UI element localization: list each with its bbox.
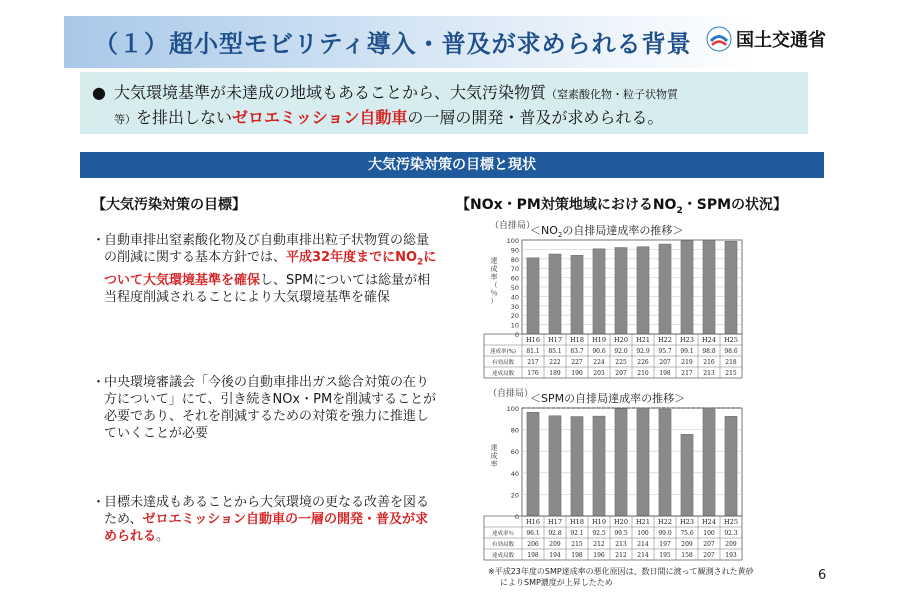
table-cell: 218: [725, 359, 737, 366]
table-cell: 100: [703, 530, 715, 537]
x-tick-label: H18: [570, 336, 584, 344]
bar-H18: [571, 417, 583, 516]
x-tick-label: H18: [570, 518, 584, 526]
x-tick-label: H17: [548, 518, 562, 526]
table-cell: 217: [681, 370, 693, 377]
p3-text-a: 目標未達成もあることから大気環境の更なる改善を図るため、: [104, 495, 430, 527]
table-cell: 194: [549, 552, 561, 559]
chart1-title-b: の自排局達成率の推移＞: [562, 224, 684, 237]
bar-H24: [703, 240, 715, 334]
table-cell: 215: [571, 541, 583, 548]
bar-H19: [593, 249, 605, 334]
page-title: （１）超小型モビリティ導入・普及が求められる背景: [94, 30, 692, 58]
bar-H23: [681, 241, 693, 334]
x-tick-label: H25: [724, 336, 738, 344]
table-cell: 92.5: [592, 530, 606, 537]
bar-H19: [593, 416, 605, 516]
table-cell: 214: [637, 541, 649, 548]
table-cell: 212: [593, 541, 605, 548]
y-tick-label: 100: [506, 237, 519, 245]
p1-text-b: し、SPMについては総量が相当程度削減されることにより大気環境基準を確保: [104, 272, 431, 305]
footnote-line-1: ※平成23年度のSMP達成率の悪化原因は、数日間に渡って観測された黄砂: [488, 567, 754, 576]
table-cell: 96.1: [526, 530, 540, 537]
p1-highlight-a: 平成32年度までにNO: [286, 250, 418, 265]
y-tick-label: 20: [510, 312, 519, 321]
y-axis-label: 達成率: [490, 444, 498, 468]
intro-text-2b: の一層の開発・普及が求められる。: [407, 108, 664, 127]
y-tick-label: 0: [514, 513, 519, 521]
bar-H25: [725, 416, 737, 516]
table-cell: 214: [637, 552, 649, 559]
table-cell: 197: [659, 541, 671, 548]
intro-text-2a: を排出しない: [136, 108, 233, 127]
table-cell: 95.7: [658, 348, 672, 355]
table-cell: 98.6: [724, 348, 738, 355]
logo-text: 国土交通省: [736, 30, 826, 51]
intro-text-1: 大気環境基準が未達成の地域もあることから、大気汚染物質: [113, 83, 546, 102]
right-title: [456, 194, 787, 216]
x-tick-label: H19: [592, 336, 606, 344]
table-cell: 215: [725, 370, 737, 377]
table-cell: 219: [681, 359, 693, 366]
x-tick-label: H21: [636, 336, 650, 344]
table-cell: 75.6: [680, 530, 694, 537]
table-cell: 196: [593, 552, 605, 559]
x-tick-label: H22: [658, 518, 672, 526]
x-tick-label: H16: [526, 336, 540, 344]
chart2-unit-label: （自排局）: [488, 389, 534, 399]
bullet: ・: [92, 495, 106, 510]
bar-H21: [637, 247, 649, 334]
left-title: 【大気汚染対策の目標】: [92, 197, 246, 213]
table-cell: 92.9: [636, 348, 650, 355]
y-tick-label: 50: [510, 284, 519, 292]
p1-text-a: 自動車排出窒素酸化物及び自動車排出粒子状物質の総量の削減に関する基本方針では、: [104, 233, 430, 265]
table-cell: 176: [527, 370, 539, 377]
intro-line-2: [114, 105, 663, 128]
table-cell: 207: [659, 359, 671, 366]
x-tick-label: H20: [614, 518, 628, 526]
right-title-b: ・SPMの状況】: [682, 197, 788, 213]
y-tick-label: 30: [510, 302, 519, 311]
table-cell: 213: [703, 370, 715, 377]
chart1-title-sub: 2: [557, 231, 563, 240]
bullet: ・: [92, 233, 106, 248]
p2-text: 中央環境審議会「今後の自動車排出ガス総合対策の在り方について」にて、引き続きNOx・PMを削減することが必要であり、それを削減するための対策を強力に推進していくことが必要: [104, 375, 437, 441]
y-tick-label: 0: [514, 331, 519, 339]
p1-highlight-b: について大気環境基準を確保: [104, 250, 437, 288]
x-tick-label: H20: [614, 336, 628, 344]
goal-paragraph-2: [92, 374, 440, 442]
intro-box: [80, 72, 808, 134]
intro-small-1: （窒素酸化物・粒子状物質: [545, 88, 678, 101]
p3-text-b: 。: [156, 529, 170, 544]
table-cell: 198: [527, 552, 539, 559]
table-cell: 213: [615, 541, 627, 548]
y-tick-label: 40: [510, 293, 519, 302]
intro-small-2: 等）: [114, 113, 136, 126]
bar-H23: [681, 434, 693, 516]
section-header: 大気汚染対策の目標と現状: [80, 152, 824, 178]
table-cell: 190: [571, 370, 583, 377]
table-cell: 203: [593, 370, 605, 377]
table-cell: 198: [571, 552, 583, 559]
table-cell: 98.8: [702, 348, 716, 355]
table-cell: 92.8: [548, 530, 562, 537]
chart1-title-a: ＜NO: [530, 224, 558, 237]
bar-H16: [527, 412, 539, 516]
bar-H22: [659, 244, 671, 334]
x-tick-label: H22: [658, 336, 672, 344]
footnote-line-2: によりSMP濃度が上昇したため: [500, 578, 613, 587]
x-tick-label: H25: [724, 518, 738, 526]
table-cell: 207: [615, 370, 627, 377]
spm-chart: [480, 402, 750, 562]
intro-highlight: ゼロエミッション自動車: [232, 108, 408, 127]
table-cell: 209: [549, 541, 561, 548]
chart2-title: ＜SPMの自排局達成率の推移＞: [530, 392, 686, 405]
table-cell: 90.6: [592, 348, 606, 355]
right-title-a: 【NOx・PM対策地域におけるNO: [456, 197, 677, 213]
y-tick-label: 60: [510, 274, 519, 283]
table-cell: 225: [615, 359, 627, 366]
table-cell: 217: [527, 359, 539, 366]
table-row-label: 達成局数: [491, 371, 515, 377]
table-cell: 227: [571, 359, 583, 366]
y-tick-label: 100: [506, 405, 519, 413]
goal-paragraph-3: [92, 494, 440, 545]
x-tick-label: H23: [680, 518, 694, 526]
x-tick-label: H16: [526, 518, 540, 526]
table-cell: 209: [681, 541, 693, 548]
y-tick-label: 80: [510, 255, 519, 264]
bar-H25: [725, 241, 737, 334]
x-tick-label: H24: [702, 518, 716, 526]
bar-H17: [549, 416, 561, 516]
table-cell: 92.1: [570, 530, 584, 537]
table-cell: 81.1: [526, 348, 540, 355]
table-cell: 198: [659, 370, 671, 377]
x-tick-label: H19: [592, 518, 606, 526]
table-cell: 99.5: [614, 530, 628, 537]
table-row-label: 達成率％: [491, 531, 515, 537]
bar-H20: [615, 248, 627, 334]
bar-H20: [615, 409, 627, 516]
table-cell: 92.0: [614, 348, 628, 355]
bar-H16: [527, 258, 539, 334]
table-row-label: 有効局数: [491, 360, 515, 366]
table-cell: 92.3: [724, 530, 738, 537]
intro-bullet: ●: [92, 83, 106, 102]
table-cell: 189: [549, 370, 561, 377]
bar-H24: [703, 408, 715, 516]
table-cell: 99.1: [680, 348, 694, 355]
table-cell: 207: [703, 541, 715, 548]
table-cell: 224: [593, 359, 605, 366]
table-cell: 212: [615, 552, 627, 559]
nox-chart: [480, 234, 750, 380]
table-cell: 209: [725, 541, 737, 548]
table-cell: 195: [659, 552, 671, 559]
y-tick-label: 70: [510, 265, 519, 274]
y-tick-label: 10: [510, 321, 519, 330]
y-tick-label: 60: [510, 448, 519, 457]
table-cell: 193: [725, 552, 737, 559]
table-cell: 158: [681, 552, 693, 559]
table-cell: 210: [637, 370, 649, 377]
page-number: 6: [818, 568, 827, 583]
table-cell: 206: [527, 541, 539, 548]
x-tick-label: H21: [636, 518, 650, 526]
mlit-logo-icon: [706, 26, 732, 52]
bar-H22: [659, 409, 671, 516]
table-row-label: 達成率(%): [489, 349, 517, 355]
p1-highlight-sub: 2: [417, 257, 424, 268]
intro-line-1: [92, 80, 678, 103]
x-tick-label: H23: [680, 336, 694, 344]
y-tick-label: 80: [510, 426, 519, 435]
y-axis-label: 達成率（％）: [490, 257, 498, 305]
table-cell: 222: [549, 359, 561, 366]
x-tick-label: H24: [702, 336, 716, 344]
table-cell: 226: [637, 359, 649, 366]
table-cell: 83.7: [570, 348, 584, 355]
table-row-label: 達成局数: [491, 553, 515, 559]
y-tick-label: 20: [510, 491, 519, 500]
right-title-sub: 2: [676, 205, 683, 216]
y-tick-label: 90: [510, 246, 519, 255]
table-row-label: 有効局数: [491, 542, 515, 548]
table-cell: 99.0: [658, 530, 672, 537]
table-cell: 216: [703, 359, 715, 366]
goal-paragraph-1: [92, 232, 440, 306]
bar-H17: [549, 254, 561, 334]
chart1-unit-label: （自排局）: [490, 221, 536, 231]
table-cell: 85.1: [548, 348, 562, 355]
ministry-logo: [706, 26, 826, 52]
bar-H21: [637, 408, 649, 516]
table-cell: 207: [703, 552, 715, 559]
bar-H18: [571, 255, 583, 334]
p3-highlight: ゼロエミッション自動車の一層の開発・普及が求められる: [104, 512, 428, 544]
bullet: ・: [92, 375, 106, 390]
x-tick-label: H17: [548, 336, 562, 344]
table-cell: 100: [637, 530, 649, 537]
y-tick-label: 40: [510, 469, 519, 478]
